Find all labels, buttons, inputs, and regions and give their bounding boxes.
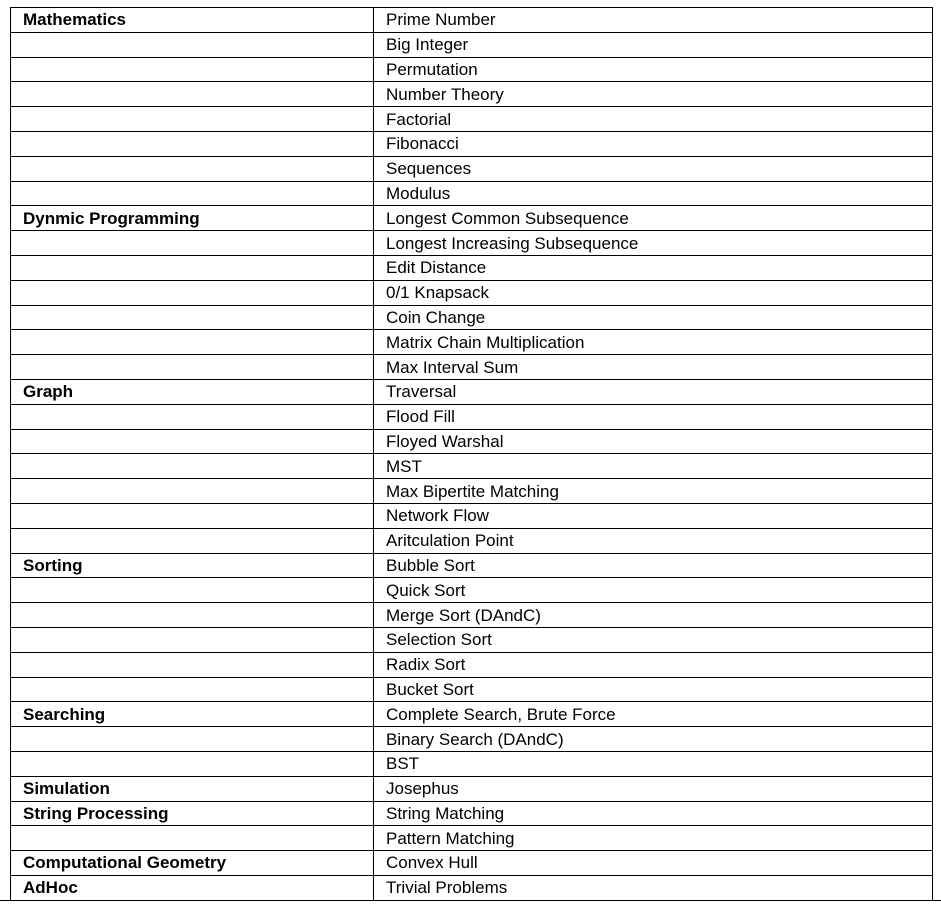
table-row [11,454,933,479]
category-cell [11,404,374,429]
category-cell: Searching [11,702,374,727]
topic-cell: Complete Search, Brute Force [374,702,933,727]
category-cell [11,528,374,553]
topic-cell: Factorial [374,107,933,132]
category-cell: Mathematics [11,8,374,33]
category-cell [11,627,374,652]
table-row [11,82,933,107]
topic-cell: Bucket Sort [374,677,933,702]
table-row [11,8,933,33]
table-row [11,826,933,851]
category-cell [11,330,374,355]
table-row [11,330,933,355]
category-cell [11,32,374,57]
table-row [11,57,933,82]
category-cell: Sorting [11,553,374,578]
category-cell [11,156,374,181]
table-row [11,677,933,702]
topic-cell: Network Flow [374,503,933,528]
table-row [11,280,933,305]
topic-cell: String Matching [374,801,933,826]
topic-cell: Pattern Matching [374,826,933,851]
topic-cell: Matrix Chain Multiplication [374,330,933,355]
topic-cell: Flood Fill [374,404,933,429]
topic-cell: BST [374,751,933,776]
topic-cell: Permutation [374,57,933,82]
topic-cell: Big Integer [374,32,933,57]
category-cell [11,479,374,504]
table-row [11,32,933,57]
topic-cell: Binary Search (DAndC) [374,727,933,752]
table-row [11,801,933,826]
table-row [11,627,933,652]
category-cell [11,57,374,82]
topic-cell: Coin Change [374,305,933,330]
table-row [11,652,933,677]
topic-cell: Josephus [374,776,933,801]
topic-cell: Edit Distance [374,255,933,280]
category-cell [11,503,374,528]
table-row [11,727,933,752]
topic-cell: Trivial Problems [374,875,933,900]
topic-cell: Modulus [374,181,933,206]
category-cell [11,355,374,380]
category-cell [11,727,374,752]
table-row [11,107,933,132]
table-row [11,553,933,578]
table-row [11,503,933,528]
category-cell: AdHoc [11,875,374,900]
category-cell [11,603,374,628]
topic-cell: Selection Sort [374,627,933,652]
table-row [11,429,933,454]
topic-cell: Max Interval Sum [374,355,933,380]
category-cell: Dynmic Programming [11,206,374,231]
table-row [11,305,933,330]
category-cell [11,280,374,305]
table-row [11,404,933,429]
topic-cell: Number Theory [374,82,933,107]
topic-cell: 0/1 Knapsack [374,280,933,305]
topic-cell: Convex Hull [374,851,933,876]
table-body [11,8,933,901]
table-row [11,851,933,876]
topic-cell: Merge Sort (DAndC) [374,603,933,628]
category-cell [11,107,374,132]
category-cell [11,82,374,107]
table-row [11,131,933,156]
category-cell [11,751,374,776]
topic-cell: Longest Common Subsequence [374,206,933,231]
table-row [11,875,933,900]
category-cell: Simulation [11,776,374,801]
topic-cell: Prime Number [374,8,933,33]
page-bottom-rule [0,900,941,901]
topics-table [10,7,933,901]
table-row [11,578,933,603]
topic-cell: Bubble Sort [374,553,933,578]
table-row [11,156,933,181]
category-cell [11,454,374,479]
category-cell: Graph [11,379,374,404]
topic-cell: Radix Sort [374,652,933,677]
table-row [11,776,933,801]
category-cell [11,677,374,702]
topic-cell: Longest Increasing Subsequence [374,231,933,256]
topic-cell: Sequences [374,156,933,181]
table-row [11,479,933,504]
table-row [11,206,933,231]
category-cell: Computational Geometry [11,851,374,876]
table-row [11,181,933,206]
category-cell [11,429,374,454]
category-cell [11,255,374,280]
table-row [11,355,933,380]
category-cell [11,231,374,256]
table-row [11,528,933,553]
topic-cell: Floyed Warshal [374,429,933,454]
topic-cell: Quick Sort [374,578,933,603]
category-cell [11,826,374,851]
table-row [11,379,933,404]
table-row [11,702,933,727]
category-cell [11,181,374,206]
table-row [11,751,933,776]
category-cell: String Processing [11,801,374,826]
topic-cell: MST [374,454,933,479]
table-row [11,231,933,256]
category-cell [11,305,374,330]
topic-cell: Aritculation Point [374,528,933,553]
topic-cell: Traversal [374,379,933,404]
category-cell [11,652,374,677]
category-cell [11,131,374,156]
topic-cell: Max Bipertite Matching [374,479,933,504]
category-cell [11,578,374,603]
table-row [11,255,933,280]
table-row [11,603,933,628]
topic-cell: Fibonacci [374,131,933,156]
